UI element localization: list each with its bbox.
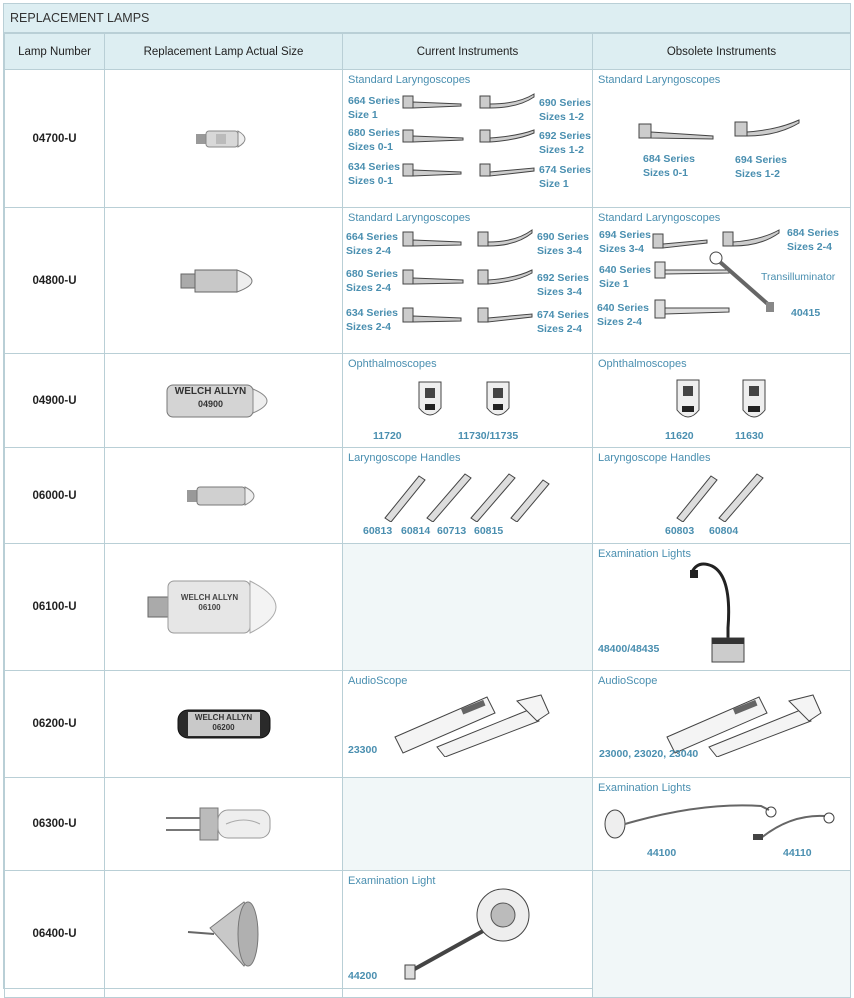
lamp-brand-text: WELCH ALLYN <box>174 385 247 397</box>
handle-icon <box>675 470 765 522</box>
current-cell <box>343 448 593 544</box>
lamp-bulb-icon <box>146 575 302 639</box>
label: 60813 <box>363 525 393 537</box>
label: 60713 <box>437 525 467 537</box>
label: 674 Series Size 1 <box>539 164 591 190</box>
label: 40415 <box>791 307 821 319</box>
laryngoscope-blade-icon <box>651 230 711 252</box>
laryngoscope-blade-icon <box>721 228 783 250</box>
section-title: AudioScope <box>348 675 408 687</box>
obsolete-cell <box>593 70 851 208</box>
panel-title: REPLACEMENT LAMPS <box>4 4 850 33</box>
obsolete-cell <box>593 778 851 871</box>
table-row <box>5 70 851 208</box>
obsolete-cell <box>593 671 851 778</box>
lamp-image-cell <box>105 671 343 778</box>
label: 664 Series Size 1 <box>348 95 400 121</box>
label: 674 Series Sizes 2-4 <box>537 309 589 335</box>
table-row <box>5 671 851 778</box>
lamp-bulb-icon <box>176 708 272 740</box>
lamp-number: 06100-U <box>5 544 105 671</box>
col-obsolete: Obsolete Instruments <box>593 34 851 70</box>
label: 11620 <box>665 430 694 442</box>
label: 640 Series Size 1 <box>599 264 651 290</box>
current-cell <box>343 70 593 208</box>
label: 684 Series Sizes 2-4 <box>787 227 839 253</box>
label: 11730/11735 <box>458 430 519 442</box>
label: 48400/48435 <box>598 643 660 655</box>
section-title: Standard Laryngoscopes <box>348 74 471 86</box>
lamp-image-cell <box>105 778 343 871</box>
lamp-bulb-icon <box>194 128 254 150</box>
laryngoscope-blade-icon <box>478 92 538 192</box>
label: 640 Series Sizes 2-4 <box>597 302 649 328</box>
ophthalmoscope-icon <box>483 378 513 424</box>
label: 634 Series Sizes 0-1 <box>348 161 400 187</box>
lamp-image-cell <box>105 208 343 354</box>
lamp-bulb-icon <box>184 898 264 970</box>
table-row <box>5 208 851 354</box>
label: 680 Series Sizes 0-1 <box>348 127 400 153</box>
label: 60803 <box>665 525 695 537</box>
obsolete-cell-empty <box>593 871 851 998</box>
section-title: Standard Laryngoscopes <box>348 212 471 224</box>
lamp-bulb-icon <box>165 379 283 423</box>
lamp-number: 06300-U <box>5 778 105 871</box>
obsolete-cell <box>593 448 851 544</box>
lamp-model-text: 06100 <box>198 603 221 612</box>
label: 690 Series Sizes 3-4 <box>537 231 589 257</box>
section-title: Laryngoscope Handles <box>598 452 711 464</box>
current-cell-empty <box>343 778 593 871</box>
col-lamp-size: Replacement Lamp Actual Size <box>105 34 343 70</box>
label: 11630 <box>735 430 764 442</box>
transilluminator-icon <box>708 248 778 318</box>
lamp-image-cell <box>105 544 343 671</box>
lamp-number: 06400-U <box>5 871 105 998</box>
lamp-number: 04900-U <box>5 354 105 448</box>
lamp-model-text: 04900 <box>197 398 224 409</box>
lamp-table <box>4 33 851 998</box>
obsolete-cell <box>593 208 851 354</box>
label: 44100 <box>647 847 677 859</box>
lamp-bulb-icon <box>179 266 269 296</box>
exam-light-icon <box>403 885 543 981</box>
current-cell-empty <box>343 544 593 671</box>
lamp-number: 04700-U <box>5 70 105 208</box>
col-lamp-number: Lamp Number <box>5 34 105 70</box>
label: 634 Series Sizes 2-4 <box>346 307 398 333</box>
label: 44200 <box>348 970 378 982</box>
laryngoscope-blade-icon <box>401 92 465 192</box>
section-title: Examination Lights <box>598 548 691 560</box>
handle-icon <box>383 470 553 522</box>
table-row <box>5 354 851 448</box>
laryngoscope-blade-icon <box>637 120 717 148</box>
current-cell <box>343 671 593 778</box>
section-title: AudioScope <box>598 675 658 687</box>
lamp-model-text: 06200 <box>212 723 235 732</box>
ophthalmoscope-icon <box>739 376 769 426</box>
ophthalmoscope-icon <box>415 378 445 424</box>
label: 60815 <box>474 525 504 537</box>
col-current: Current Instruments <box>343 34 593 70</box>
label: 60804 <box>709 525 739 537</box>
header-row <box>5 34 851 70</box>
table-row <box>5 871 851 998</box>
section-title: Standard Laryngoscopes <box>598 212 721 224</box>
label: 664 Series Sizes 2-4 <box>346 231 398 257</box>
section-title: Ophthalmoscopes <box>598 358 687 370</box>
lamp-number: 06200-U <box>5 671 105 778</box>
lamp-number: 06000-U <box>5 448 105 544</box>
label: 694 Series Sizes 1-2 <box>735 154 787 180</box>
label: 60814 <box>401 525 431 537</box>
lamp-image-cell <box>105 871 343 998</box>
laryngoscope-blade-icon <box>401 228 465 333</box>
table-row <box>5 544 851 671</box>
lamp-image-cell <box>105 354 343 448</box>
current-cell <box>343 208 593 354</box>
obsolete-cell <box>593 544 851 671</box>
label: Transilluminator <box>761 271 836 283</box>
audioscope-icon <box>391 691 551 757</box>
ophthalmoscope-icon <box>673 376 703 426</box>
obsolete-cell <box>593 354 851 448</box>
laryngoscope-blade-icon <box>476 228 536 333</box>
laryngoscope-blade-icon <box>733 118 803 146</box>
lamp-bulb-icon <box>164 804 284 844</box>
label: 11720 <box>373 430 402 442</box>
lamp-image-cell <box>105 70 343 208</box>
exam-light-icon <box>601 794 841 846</box>
label: 680 Series Sizes 2-4 <box>346 268 398 294</box>
label: 23000, 23020, 23040 <box>599 748 699 760</box>
label: 684 Series Sizes 0-1 <box>643 153 695 179</box>
lamp-brand-text: WELCH ALLYN <box>194 713 253 722</box>
label: 690 Series Sizes 1-2 <box>539 97 591 123</box>
label: 23300 <box>348 744 378 756</box>
lamp-brand-text: WELCH ALLYN <box>180 593 239 602</box>
current-cell <box>343 354 593 448</box>
current-cell <box>343 871 593 998</box>
table-row <box>5 448 851 544</box>
section-title: Examination Lights <box>598 782 691 794</box>
section-title: Standard Laryngoscopes <box>598 74 721 86</box>
label: 44110 <box>783 847 812 859</box>
replacement-lamps-panel <box>3 3 851 989</box>
lamp-bulb-icon <box>185 484 263 508</box>
label: 694 Series Sizes 3-4 <box>599 229 651 255</box>
exam-light-icon <box>688 558 748 664</box>
label: 692 Series Sizes 3-4 <box>537 272 589 298</box>
section-title: Examination Light <box>348 875 436 887</box>
label: 692 Series Sizes 1-2 <box>539 130 591 156</box>
section-title: Laryngoscope Handles <box>348 452 461 464</box>
lamp-number: 04800-U <box>5 208 105 354</box>
lamp-image-cell <box>105 448 343 544</box>
section-title: Ophthalmoscopes <box>348 358 437 370</box>
table-row <box>5 778 851 871</box>
